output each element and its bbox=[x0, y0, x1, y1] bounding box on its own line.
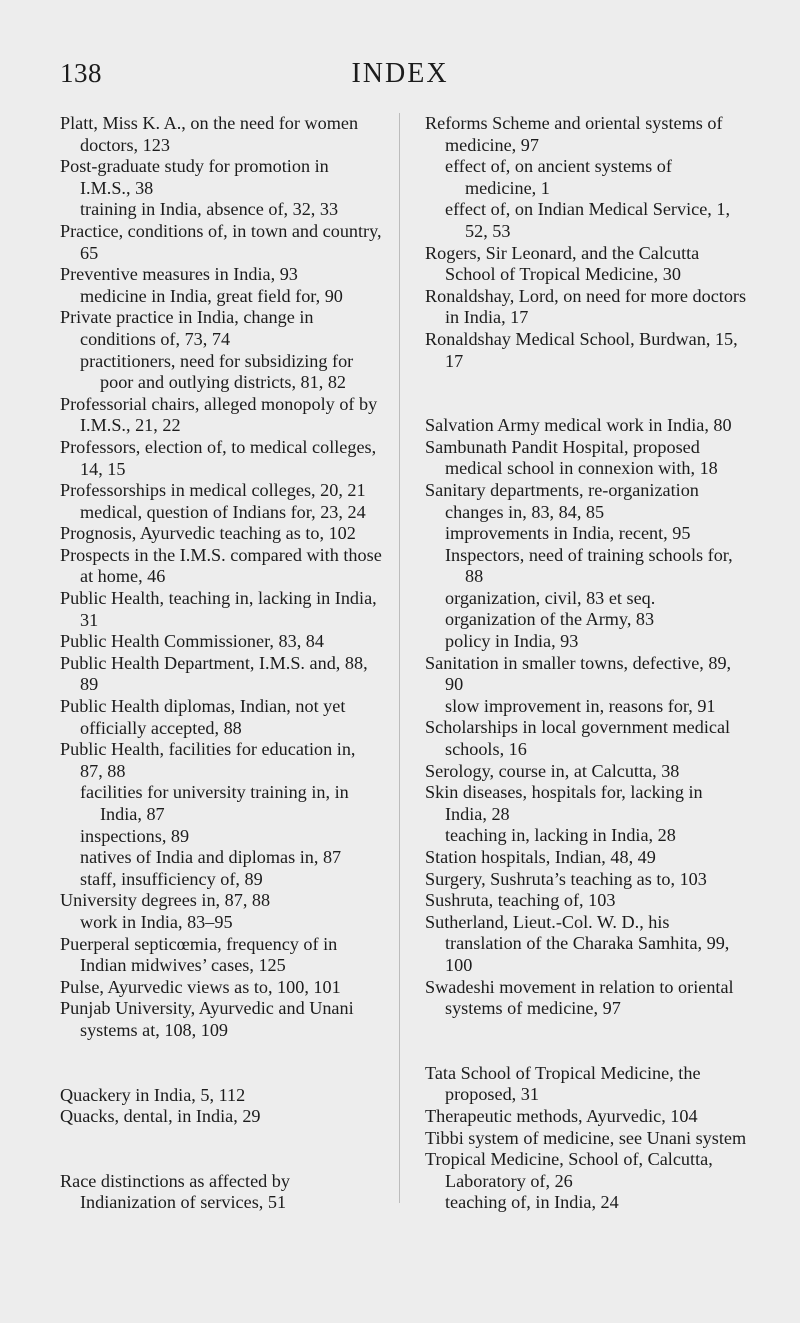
index-entry: Sutherland, Lieut.-Col. W. D., his translation of the Charaka Samhita, 99, 100 bbox=[425, 911, 730, 975]
index-entry: Public Health, teaching in, lacking in India, 31 bbox=[60, 588, 377, 630]
index-entry: Therapeutic methods, Ayurvedic, 104 bbox=[425, 1105, 698, 1126]
letter-gap bbox=[60, 1128, 382, 1171]
index-subentry: organization of the Army, 83 bbox=[445, 609, 655, 630]
column-divider bbox=[399, 113, 400, 1203]
index-subentry: teaching of, in India, 24 bbox=[445, 1192, 619, 1213]
index-entry: Public Health, facilities for education in, 87, 88 bbox=[60, 739, 356, 781]
index-subentry: policy in India, 93 bbox=[445, 631, 579, 652]
index-entry: Sanitation in smaller towns, defective, 89, 90 bbox=[425, 652, 732, 695]
index-entry: Prospects in the I.M.S. compared with those at home, 46 bbox=[60, 544, 382, 587]
index-entry: Prognosis, Ayurvedic teaching as to, 102 bbox=[60, 523, 356, 544]
index-entry: Reforms Scheme and oriental systems of medicine, 97 bbox=[425, 113, 723, 155]
index-entry: Scholarships in local government medical schools, 16 bbox=[425, 717, 731, 760]
index-entry: Swadeshi movement in relation to oriental systems of medicine, 97 bbox=[425, 976, 734, 1019]
index-entry: Public Health Commissioner, 83, 84 bbox=[60, 631, 324, 652]
running-title: INDEX bbox=[351, 58, 449, 89]
index-entry: Professorships in medical colleges, 20, 21 bbox=[60, 480, 366, 501]
index-entry: Practice, conditions of, in town and country, 65 bbox=[60, 220, 382, 263]
index-subentry: inspections, 89 bbox=[80, 825, 190, 846]
index-subentry: natives of India and diplomas in, 87 bbox=[80, 847, 342, 868]
index-entry: Post-graduate study for promotion in I.M.S., 38 bbox=[60, 156, 329, 198]
page-number: 138 bbox=[60, 58, 102, 88]
index-entry: Sanitary departments, re-organization changes in, 83, 84, 85 bbox=[425, 479, 699, 522]
index-subentry: effect of, on Indian Medical Service, 1, 52, 53 bbox=[445, 199, 730, 241]
index-subentry: Inspectors, need of training schools for, 88 bbox=[445, 544, 733, 587]
index-subentry: teaching in, lacking in India, 28 bbox=[445, 825, 676, 846]
index-entry: Preventive measures in India, 93 bbox=[60, 264, 298, 285]
index-subentry: medical, question of Indians for, 23, 24 bbox=[80, 501, 366, 522]
letter-gap bbox=[425, 372, 747, 415]
index-entry: Private practice in India, change in conditions of, 73, 74 bbox=[60, 307, 314, 349]
index-entry: Rogers, Sir Leonard, and the Calcutta School of Tropical Medicine, 30 bbox=[425, 242, 700, 285]
index-column-right bbox=[425, 113, 747, 1214]
index-subentry: effect of, on ancient systems of medicine, 1 bbox=[445, 156, 672, 198]
index-entry: Surgery, Sushruta’s teaching as to, 103 bbox=[425, 868, 707, 889]
index-entry: Salvation Army medical work in India, 80 bbox=[425, 415, 732, 436]
index-subentry: organization, civil, 83 et seq. bbox=[445, 587, 656, 608]
index-subentry: facilities for university training in, in India, 87 bbox=[80, 782, 349, 824]
index-entry: Platt, Miss K. A., on the need for women doctors, 123 bbox=[60, 113, 359, 155]
index-entry: Pulse, Ayurvedic views as to, 100, 101 bbox=[60, 976, 341, 997]
index-entry: Puerperal septicœmia, frequency of in Indian midwives’ cases, 125 bbox=[60, 933, 338, 976]
index-subentry: slow improvement in, reasons for, 91 bbox=[445, 695, 716, 716]
index-column-left bbox=[60, 113, 382, 1214]
letter-gap bbox=[425, 1020, 747, 1063]
index-entry: Tropical Medicine, School of, Calcutta, Laboratory of, 26 bbox=[425, 1149, 713, 1191]
index-entry: Professorial chairs, alleged monopoly of by I.M.S., 21, 22 bbox=[60, 393, 378, 436]
page-header bbox=[0, 58, 800, 98]
index-entry: Race distinctions as affected by Indianization of services, 51 bbox=[60, 1170, 290, 1213]
index-subentry: practitioners, need for subsidizing for poor and outlying districts, 81, 82 bbox=[80, 350, 354, 393]
index-entry: Ronaldshay Medical School, Burdwan, 15, 17 bbox=[425, 328, 738, 371]
index-entry: Sushruta, teaching of, 103 bbox=[425, 890, 616, 911]
index-entry: Punjab University, Ayurvedic and Unani systems at, 108, 109 bbox=[60, 998, 354, 1040]
index-entry: Quackery in India, 5, 112 bbox=[60, 1084, 246, 1105]
index-entry: Tibbi system of medicine, see Unani system bbox=[425, 1127, 747, 1148]
index-entry: Serology, course in, at Calcutta, 38 bbox=[425, 760, 680, 781]
index-entry: University degrees in, 87, 88 bbox=[60, 890, 271, 911]
index-entry: Skin diseases, hospitals for, lacking in India, 28 bbox=[425, 782, 703, 824]
letter-gap bbox=[60, 1042, 382, 1085]
index-entry: Public Health diplomas, Indian, not yet officially accepted, 88 bbox=[60, 696, 346, 738]
index-entry: Quacks, dental, in India, 29 bbox=[60, 1106, 261, 1127]
index-subentry: work in India, 83–95 bbox=[80, 911, 233, 932]
index-entry: Public Health Department, I.M.S. and, 88, 89 bbox=[60, 652, 368, 695]
index-subentry: medicine in India, great field for, 90 bbox=[80, 285, 343, 306]
index-entry: Professors, election of, to medical colleges, 14, 15 bbox=[60, 436, 377, 479]
index-entry: Tata School of Tropical Medicine, the proposed, 31 bbox=[425, 1062, 701, 1105]
index-entry: Sambunath Pandit Hospital, proposed medical school in connexion with, 18 bbox=[425, 436, 718, 479]
index-entry: Station hospitals, Indian, 48, 49 bbox=[425, 847, 656, 867]
index-entry: Ronaldshay, Lord, on need for more doctors in India, 17 bbox=[425, 285, 747, 328]
index-subentry: staff, insufficiency of, 89 bbox=[80, 868, 263, 889]
index-subentry: training in India, absence of, 32, 33 bbox=[80, 199, 339, 220]
index-subentry: improvements in India, recent, 95 bbox=[445, 523, 691, 544]
